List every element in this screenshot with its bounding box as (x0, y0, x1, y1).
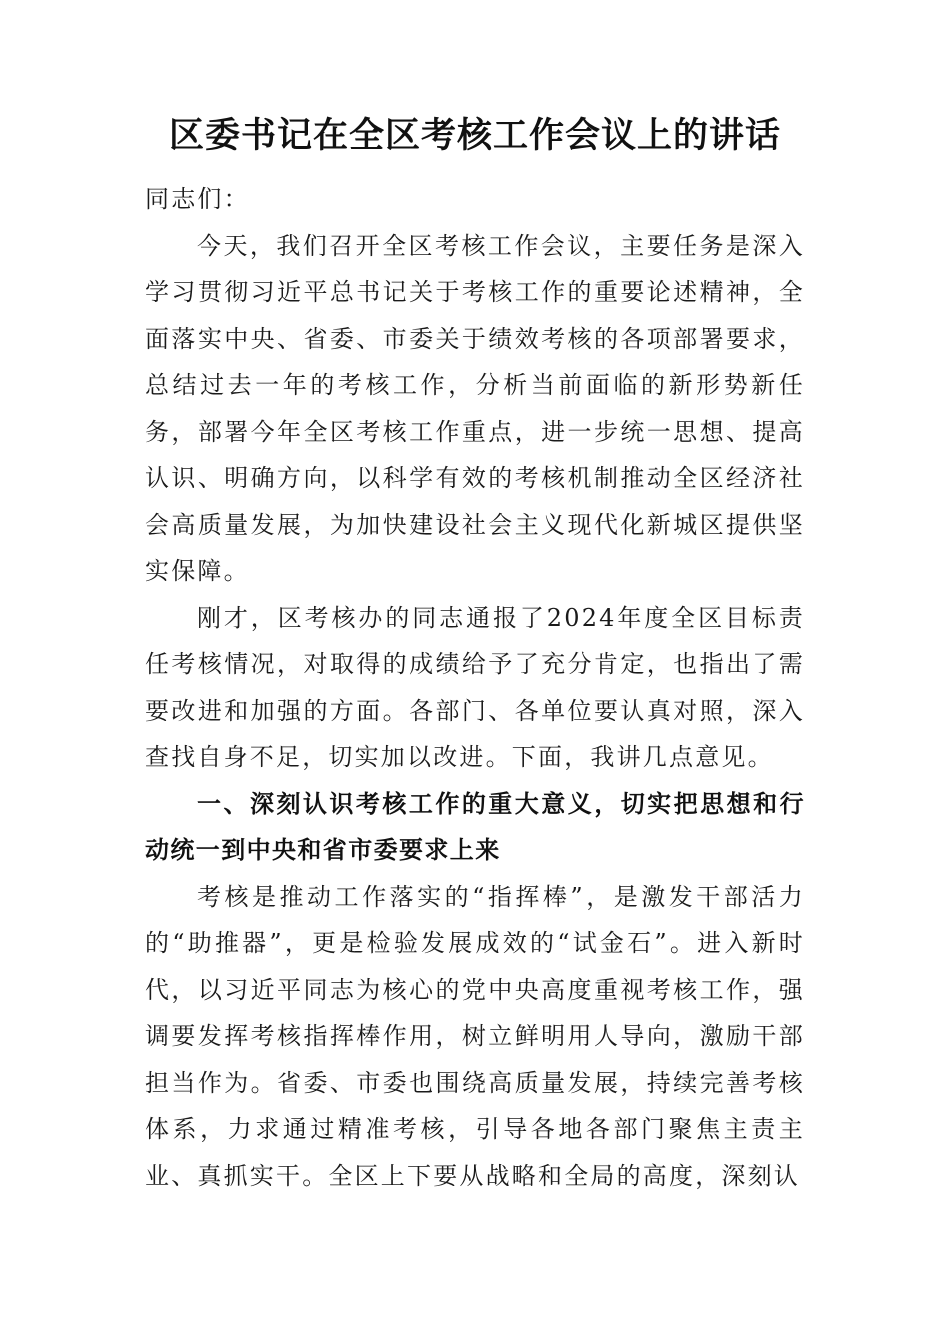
salutation: 同志们： (145, 185, 250, 213)
section-1-paragraph: 考核是推动工作落实的“指挥棒”，是激发干部活力的“助推器”，更是检验发展成效的“试金石”。进入新时代，以习近平同志为核心的党中央高度重视考核工作，强调要发挥考核指挥棒作用，树立鲜明用人导向，激励干部担当作为。省委、市委也围绕高质量发展，持续完善考核体系，力求通过精准考核，引导各地各部门聚焦主责主业、真抓实干。全区上下要从战略和全局的高度，深刻认 (145, 882, 805, 1190)
document-title: 区委书记在全区考核工作会议上的讲话 (168, 115, 781, 156)
document-body (145, 176, 805, 1199)
section-heading-1: 一、深刻认识考核工作的重大意义，切实把思想和行动统一到中央和省市委要求上来 (145, 789, 805, 864)
paragraph-report: 刚才，区考核办的同志通报了2024年度全区目标责任考核情况，对取得的成绩给予了充分肯定，也指出了需要改进和加强的方面。各部门、各单位要认真对照，深入查找自身不足，切实加以改进。下面，我讲几点意见。 (145, 603, 805, 771)
paragraph-opening: 今天，我们召开全区考核工作会议，主要任务是深入学习贯彻习近平总书记关于考核工作的重要论述精神，全面落实中央、省委、市委关于绩效考核的各项部署要求，总结过去一年的考核工作，分析当前面临的新形势新任务，部署今年全区考核工作重点，进一步统一思想、提高认识、明确方向，以科学有效的考核机制推动全区经济社会高质量发展，为加快建设社会主义现代化新城区提供坚实保障。 (145, 231, 805, 585)
